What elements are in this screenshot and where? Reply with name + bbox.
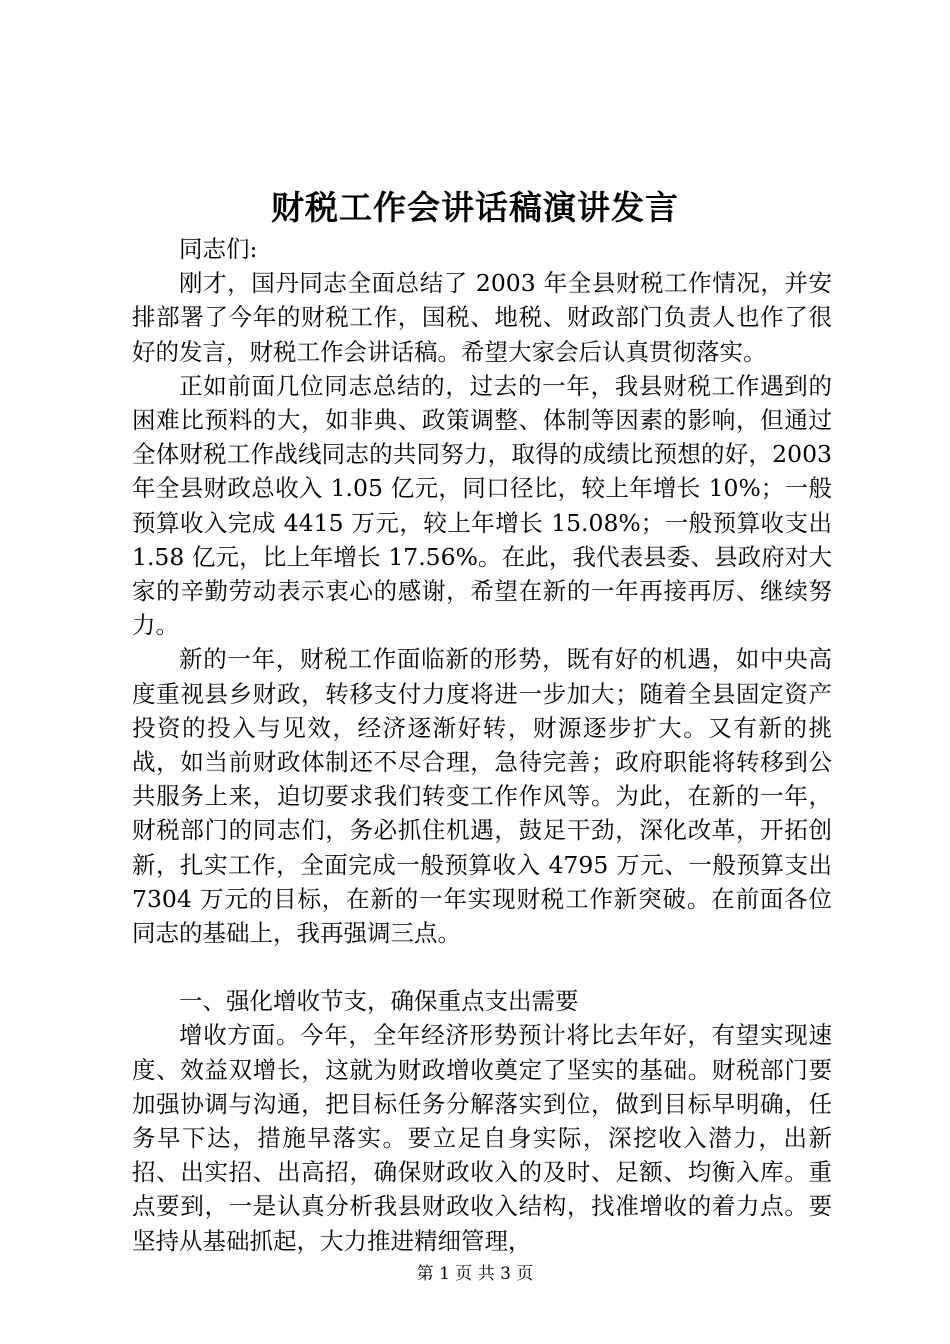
- section-heading: 一、强化增收节支，确保重点支出需要: [179, 987, 579, 1016]
- greeting: 同志们:: [179, 235, 258, 263]
- section-paragraph: 增收方面。今年，全年经济形势预计将比去年好，有望实现速度、效益双增长，这就为财政增收奠定了坚实的基础。财税部门要加强协调与沟通，把目标任务分解落实到位，做到目标早明确，任务早下达，措施早落实。要立足自身实际，深挖收入潜力，出新招、出实招、出高招，确保财政收入的及时、足额、均衡入库。重点要到，一是认真分析我县财政收入结构，找准增收的着力点。要坚持从基础抓起，大力推进精细管理，: [132, 1021, 832, 1255]
- paragraph-1: 刚才，国丹同志全面总结了 2003 年全县财税工作情况，并安排部署了今年的财税工作，国税、地税、财政部门负责人也作了很好的发言，财税工作会讲话稿。希望大家会后认真贯彻落实。: [132, 269, 832, 366]
- paragraph-3: 新的一年，财税工作面临新的形势，既有好的机遇，如中央高度重视县乡财政，转移支付力度将进一步加大；随着全县固定资产投资的投入与见效，经济逐渐好转，财源逐步扩大。又有新的挑战，如当前财政体制还不尽合理，急待完善；政府职能将转移到公共服务上来，迫切要求我们转变工作作风等。为此，在新的一年，财税部门的同志们，务必抓住机遇，鼓足干劲，深化改革，开拓创新，扎实工作，全面完成一般预算收入 4795 万元、一般预算支出 7304 万元的目标，在新的一年实现财税工作新突破。在前面各位同志的基础上，我再强调三点。: [132, 645, 832, 948]
- page-footer: 第 1 页 共 3 页: [416, 1264, 534, 1284]
- paragraph-2: 正如前面几位同志总结的，过去的一年，我县财税工作遇到的困难比预料的大，如非典、政策调整、体制等因素的影响，但通过全体财税工作战线同志的共同努力，取得的成绩比预想的好，2003 年全县财政总收入 1.05 亿元，同口径比，较上年增长 10%；一般预算收入完成 4415 万元，较上年增长 15.08%；一般预算收支出 1.58 亿元，比上年增长 17.56%。在此，我代表县委、县政府对大家的辛勤劳动表示衷心的感谢，希望在新的一年再接再厉、继续努力。: [132, 371, 832, 640]
- document-body: [132, 232, 832, 1258]
- document-title: 财税工作会讲话稿演讲发言: [271, 188, 679, 227]
